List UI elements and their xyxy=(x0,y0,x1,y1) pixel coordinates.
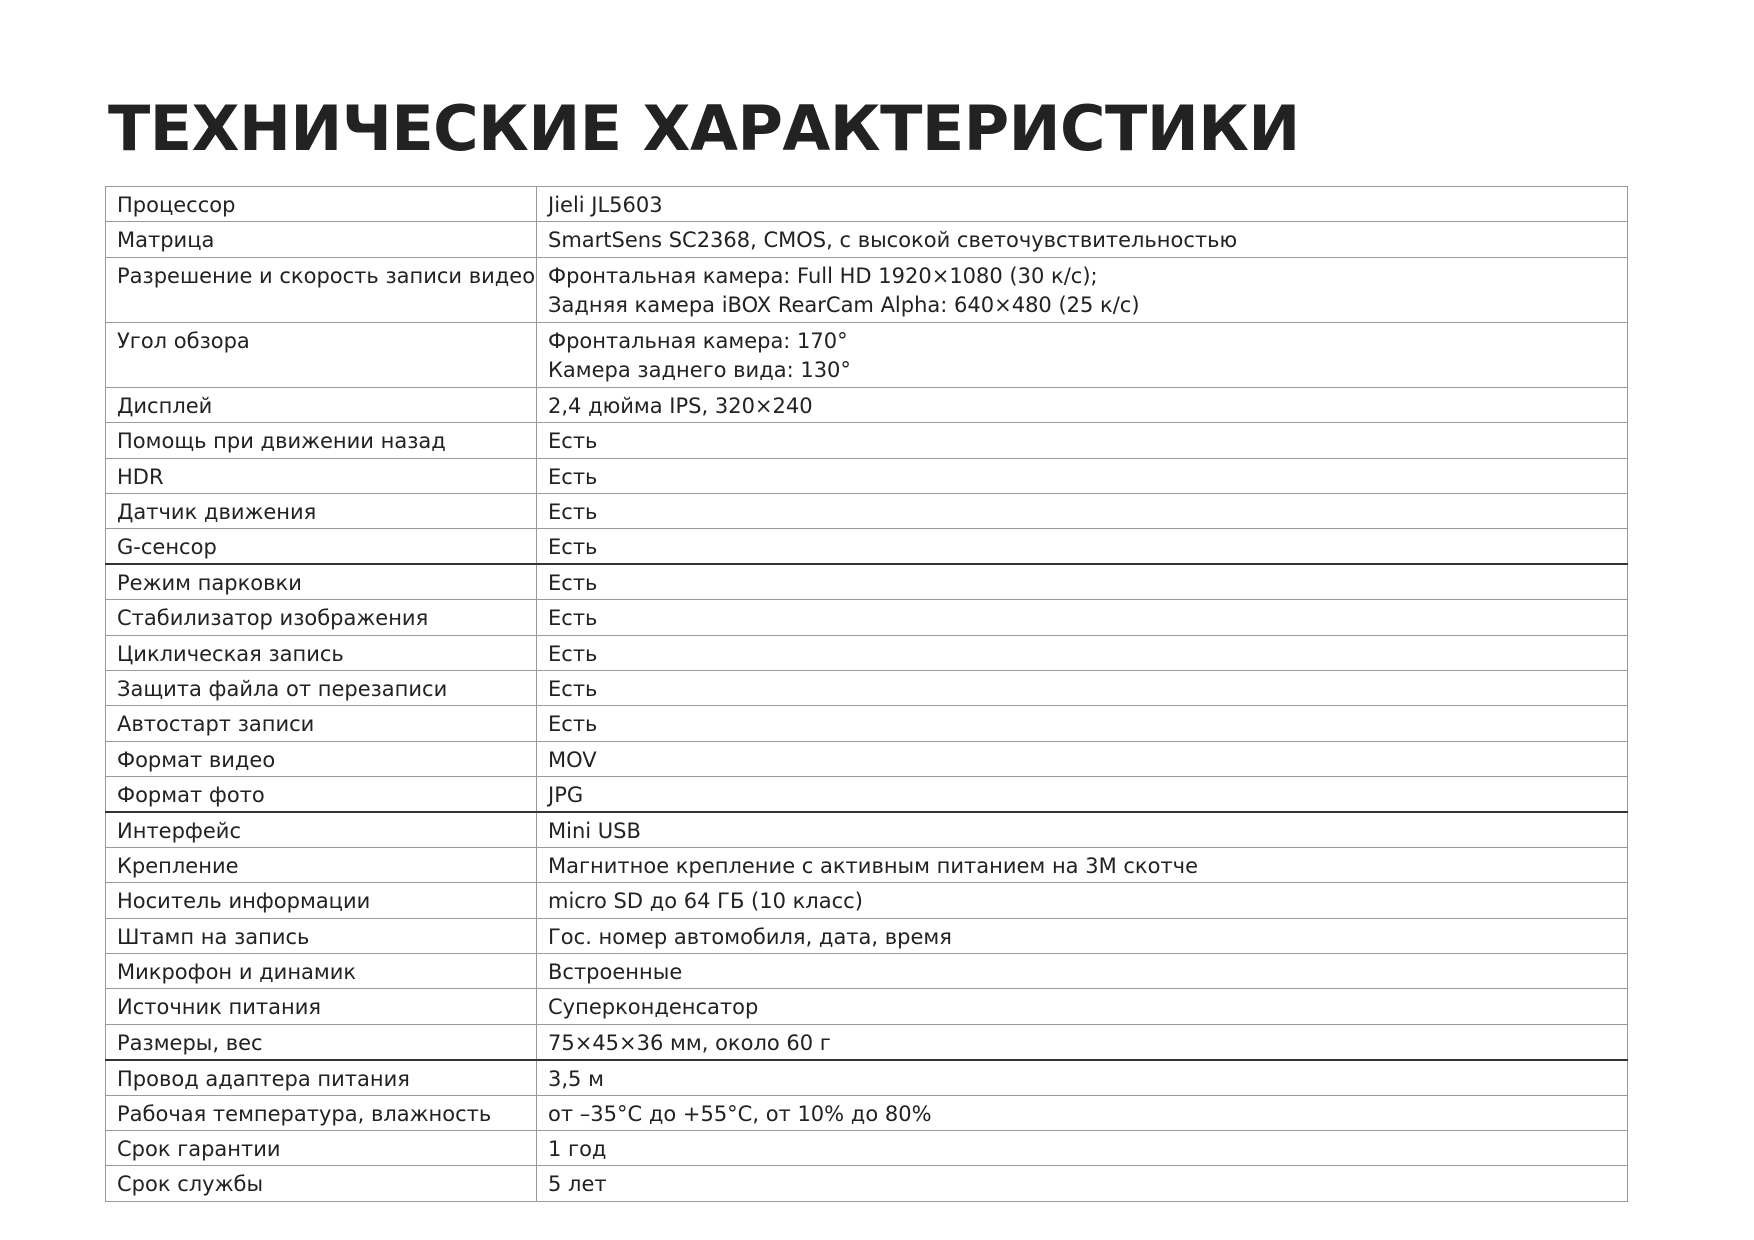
spec-label: Защита файла от перезаписи xyxy=(106,670,537,705)
spec-value: Суперконденсатор xyxy=(548,995,759,1020)
spec-row xyxy=(106,989,1628,1024)
spec-label: Микрофон и динамик xyxy=(106,954,537,989)
spec-value-cell xyxy=(537,777,1628,812)
spec-value-cell xyxy=(537,1024,1628,1059)
spec-label: Срок гарантии xyxy=(106,1130,537,1165)
spec-value-cell xyxy=(537,1130,1628,1165)
spec-row xyxy=(106,812,1628,847)
spec-table xyxy=(105,186,1628,1202)
spec-row xyxy=(106,954,1628,989)
spec-row xyxy=(106,1060,1628,1095)
spec-value-cell xyxy=(537,493,1628,528)
spec-value: Есть xyxy=(548,641,598,666)
spec-label: Штамп на запись xyxy=(106,918,537,953)
spec-row xyxy=(106,1166,1628,1201)
spec-label: Источник питания xyxy=(106,989,537,1024)
spec-value: Камера заднего вида: 130° xyxy=(548,357,851,382)
spec-value: Фронтальная камера: Full HD 1920×1080 (30 к/с); xyxy=(548,263,1098,288)
spec-value-cell xyxy=(537,706,1628,741)
spec-value-cell xyxy=(537,1060,1628,1095)
spec-row xyxy=(106,670,1628,705)
spec-table-body xyxy=(106,187,1628,1202)
spec-label: Носитель информации xyxy=(106,883,537,918)
spec-label: Процессор xyxy=(106,187,537,222)
spec-value: Есть xyxy=(548,429,598,454)
spec-label: Провод адаптера питания xyxy=(106,1060,537,1095)
spec-value: micro SD до 64 ГБ (10 класс) xyxy=(548,889,863,914)
spec-value-cell xyxy=(537,529,1628,564)
spec-label: Матрица xyxy=(106,222,537,257)
spec-row xyxy=(106,493,1628,528)
spec-label: Рабочая температура, влажность xyxy=(106,1095,537,1130)
spec-value-cell xyxy=(537,423,1628,458)
spec-row xyxy=(106,1095,1628,1130)
spec-row xyxy=(106,635,1628,670)
spec-value-cell xyxy=(537,847,1628,882)
spec-label: Крепление xyxy=(106,847,537,882)
spec-label: Стабилизатор изображения xyxy=(106,600,537,635)
spec-value: JPG xyxy=(548,783,584,808)
spec-label: Дисплей xyxy=(106,387,537,422)
spec-row xyxy=(106,257,1628,322)
spec-label: Помощь при движении назад xyxy=(106,423,537,458)
spec-row xyxy=(106,777,1628,812)
spec-row xyxy=(106,222,1628,257)
spec-value: Есть xyxy=(548,535,598,560)
spec-row xyxy=(106,387,1628,422)
spec-label: Интерфейс xyxy=(106,812,537,847)
spec-value-cell xyxy=(537,812,1628,847)
spec-row xyxy=(106,1024,1628,1059)
spec-value-cell xyxy=(537,635,1628,670)
spec-value-cell xyxy=(537,387,1628,422)
spec-value-cell xyxy=(537,1095,1628,1130)
spec-value-cell xyxy=(537,918,1628,953)
spec-label: Срок службы xyxy=(106,1166,537,1201)
spec-label: Циклическая запись xyxy=(106,635,537,670)
spec-row xyxy=(106,741,1628,776)
spec-value-cell xyxy=(537,600,1628,635)
spec-row xyxy=(106,187,1628,222)
spec-label: Автостарт записи xyxy=(106,706,537,741)
spec-value: 1 год xyxy=(548,1136,607,1161)
spec-value: Есть xyxy=(548,606,598,631)
spec-value-cell xyxy=(537,257,1628,322)
spec-value-cell xyxy=(537,187,1628,222)
spec-row xyxy=(106,1130,1628,1165)
spec-value: Есть xyxy=(548,571,598,596)
spec-value-cell xyxy=(537,564,1628,599)
spec-value: Есть xyxy=(548,712,598,737)
spec-value: Гос. номер автомобиля, дата, время xyxy=(548,924,952,949)
spec-value: MOV xyxy=(548,747,597,772)
spec-value: Есть xyxy=(548,499,598,524)
spec-value: SmartSens SC2368, CMOS, с высокой светочувствительностью xyxy=(548,228,1238,253)
spec-value: 5 лет xyxy=(548,1172,607,1197)
spec-label: Размеры, вес xyxy=(106,1024,537,1059)
spec-value-cell xyxy=(537,670,1628,705)
spec-label: Формат фото xyxy=(106,777,537,812)
spec-value-cell xyxy=(537,989,1628,1024)
spec-label: Режим парковки xyxy=(106,564,537,599)
spec-value: 75×45×36 мм, около 60 г xyxy=(548,1030,831,1055)
spec-value: 2,4 дюйма IPS, 320×240 xyxy=(548,393,813,418)
spec-value: Mini USB xyxy=(548,818,641,843)
spec-value: Jieli JL5603 xyxy=(548,193,663,217)
spec-value: Есть xyxy=(548,676,598,701)
spec-value: 3,5 м xyxy=(548,1066,604,1091)
page-title: ТЕХНИЧЕСКИЕ ХАРАКТЕРИСТИКИ xyxy=(108,92,1300,165)
spec-row xyxy=(106,564,1628,599)
spec-row xyxy=(106,600,1628,635)
spec-row xyxy=(106,322,1628,387)
spec-row xyxy=(106,529,1628,564)
spec-value: Есть xyxy=(548,464,598,489)
spec-value: от –35°С до +55°С, от 10% до 80% xyxy=(548,1101,932,1126)
spec-value: Задняя камера iBOX RearCam Alpha: 640×480 (25 к/с) xyxy=(548,292,1140,317)
spec-row xyxy=(106,847,1628,882)
spec-row xyxy=(106,706,1628,741)
spec-row xyxy=(106,458,1628,493)
spec-label: Разрешение и скорость записи видео xyxy=(106,257,537,322)
spec-value-cell xyxy=(537,1166,1628,1201)
spec-label: Формат видео xyxy=(106,741,537,776)
spec-row xyxy=(106,883,1628,918)
spec-value: Магнитное крепление с активным питанием на 3М скотче xyxy=(548,853,1199,878)
spec-value-cell xyxy=(537,322,1628,387)
spec-value: Встроенные xyxy=(548,960,683,985)
spec-label: HDR xyxy=(106,458,537,493)
spec-value-cell xyxy=(537,883,1628,918)
spec-value-cell xyxy=(537,458,1628,493)
spec-row xyxy=(106,918,1628,953)
spec-value-cell xyxy=(537,222,1628,257)
spec-row xyxy=(106,423,1628,458)
spec-value-cell xyxy=(537,954,1628,989)
spec-value: Фронтальная камера: 170° xyxy=(548,328,848,353)
spec-label: Угол обзора xyxy=(106,322,537,387)
spec-label: G-сенсор xyxy=(106,529,537,564)
spec-value-cell xyxy=(537,741,1628,776)
spec-label: Датчик движения xyxy=(106,493,537,528)
